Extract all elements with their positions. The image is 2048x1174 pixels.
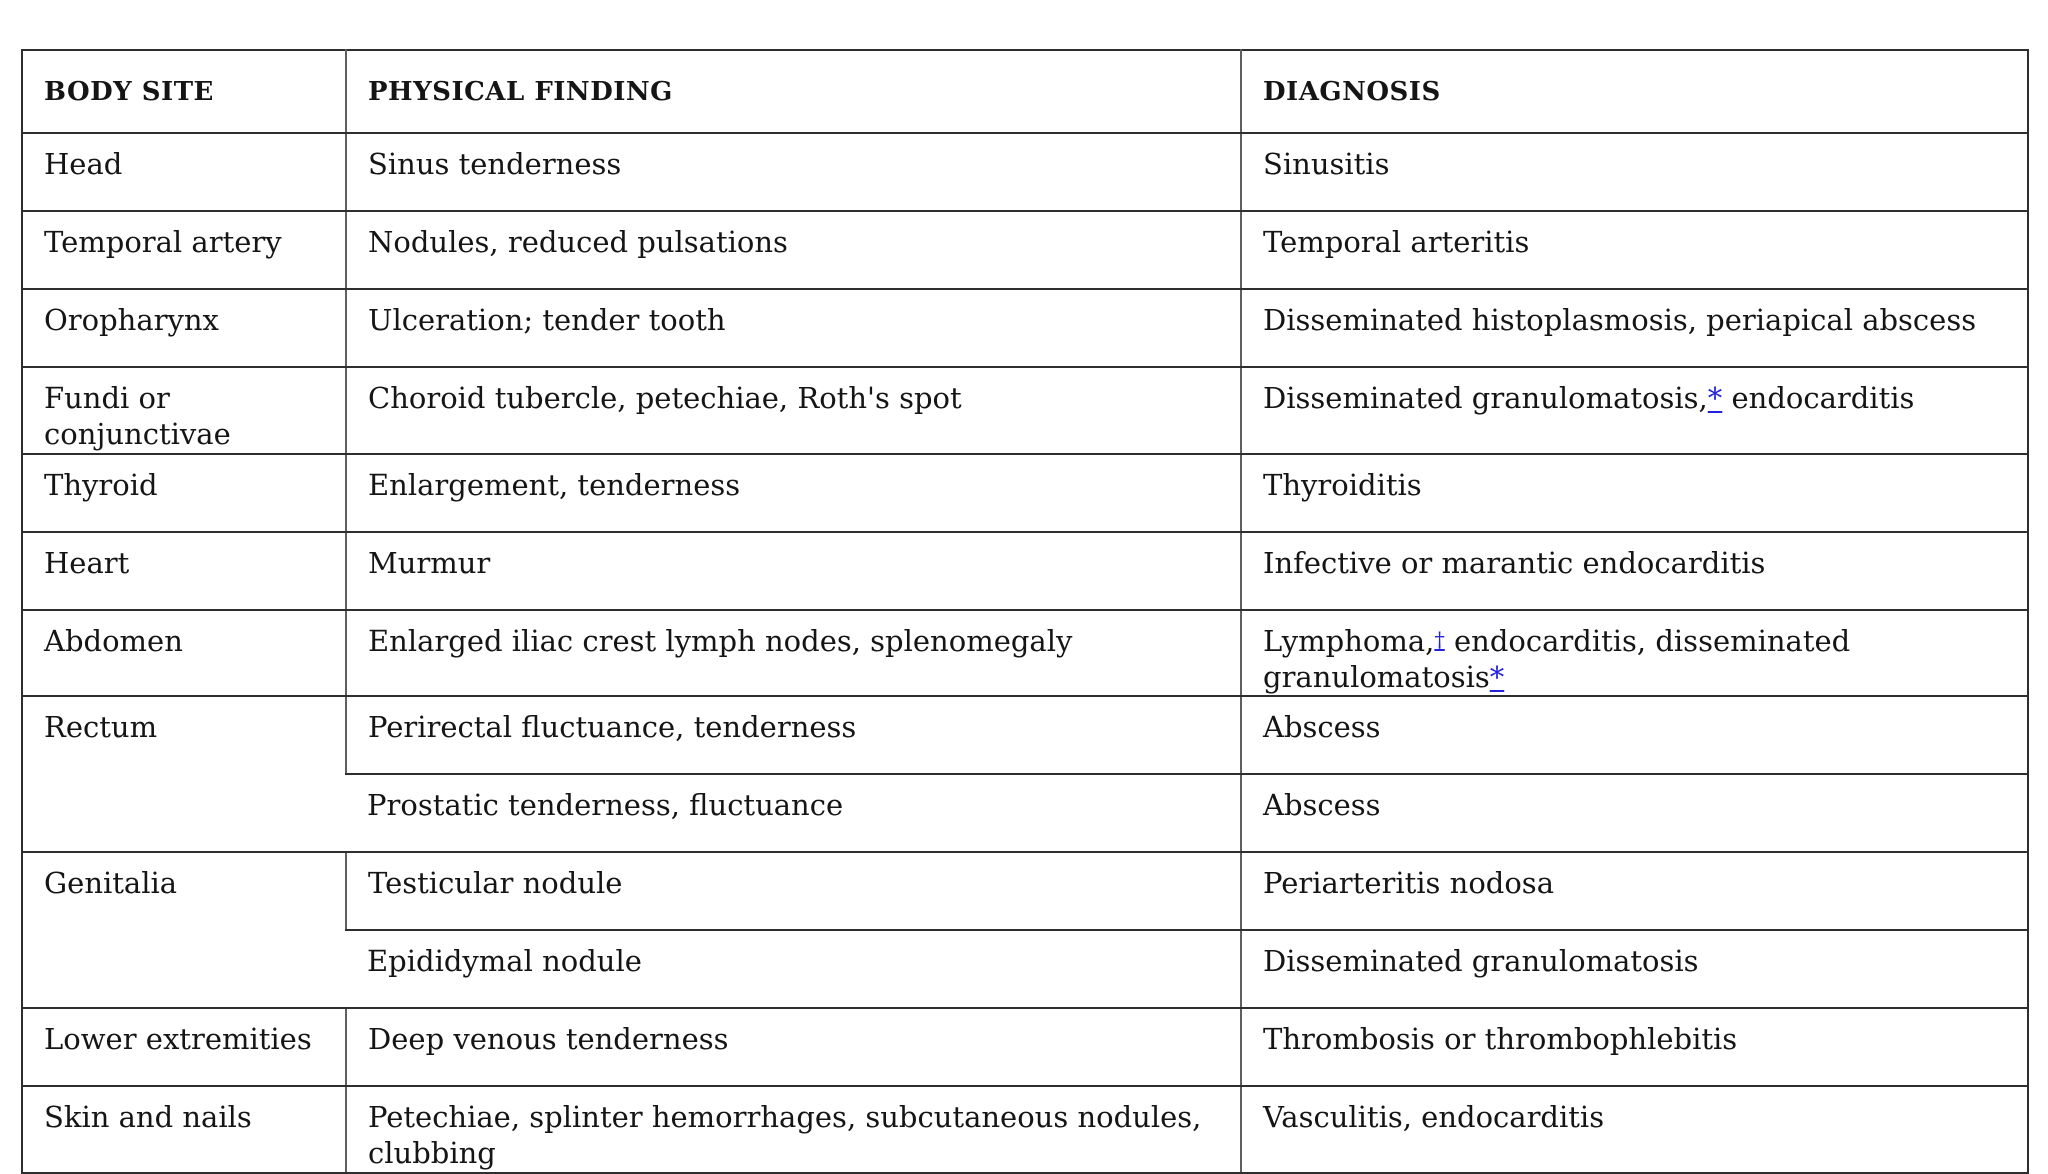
body-site-cell: Head (22, 133, 346, 211)
body-site-cell: Abdomen (22, 610, 346, 697)
findings-table-container (21, 49, 2029, 1174)
diagnosis-text: Sinusitis (1263, 147, 1390, 181)
physical-finding-cell: Perirectal fluctuance, tenderness (346, 696, 1241, 774)
table-row-abdomen (22, 610, 2028, 697)
diagnosis-text: Lymphoma, (1263, 623, 1435, 658)
table-row-thyroid (22, 454, 2028, 532)
column-header-physical-finding: PHYSICAL FINDING (346, 50, 1241, 133)
physical-finding-cell: Ulceration; tender tooth (346, 289, 1241, 367)
body-site-cell: Rectum (22, 696, 346, 852)
diagnosis-text: Thrombosis or thrombophlebitis (1263, 1022, 1738, 1056)
diagnosis-cell (1241, 211, 2028, 289)
physical-finding-cell: Sinus tenderness (346, 133, 1241, 211)
diagnosis-text: Thyroiditis (1263, 467, 1422, 502)
diagnosis-cell (1241, 133, 2028, 211)
body-site-cell: Fundi or conjunctivae (22, 367, 346, 454)
diagnosis-cell (1241, 532, 2028, 610)
physical-finding-cell: Testicular nodule (346, 852, 1241, 930)
diagnosis-text: Disseminated histoplasmosis, periapical abscess (1263, 303, 1977, 337)
diagnosis-text: Disseminated granulomatosis, (1263, 381, 1708, 415)
footnote-link-dagger[interactable]: † (1434, 626, 1445, 651)
table-row-heart (22, 532, 2028, 610)
column-header-body-site: BODY SITE (22, 50, 346, 133)
diagnosis-text: Vasculitis, endocarditis (1263, 1100, 1605, 1134)
diagnosis-text: Disseminated granulomatosis (1263, 944, 1699, 978)
table-row-oropharynx (22, 289, 2028, 367)
table-row-head (22, 133, 2028, 211)
physical-finding-cell: Choroid tubercle, petechiae, Roth's spot (346, 367, 1241, 454)
footnote-link-asterisk[interactable]: * (1707, 381, 1723, 415)
diagnosis-cell (1241, 852, 2028, 930)
physical-finding-cell: Epididymal nodule (346, 930, 1241, 1008)
physical-finding-cell: Enlargement, tenderness (346, 454, 1241, 532)
physical-finding-cell: Deep venous tenderness (346, 1008, 1241, 1086)
body-site-cell: Skin and nails (22, 1086, 346, 1173)
diagnosis-cell (1241, 610, 2028, 697)
footnote-link-asterisk[interactable]: * (1489, 659, 1505, 694)
table-row-fundi (22, 367, 2028, 454)
diagnosis-text: Temporal arteritis (1263, 225, 1530, 259)
body-site-cell: Genitalia (22, 852, 346, 1008)
table-row-genitalia-1 (22, 852, 2028, 930)
diagnosis-cell (1241, 289, 2028, 367)
table-row-temporal-artery (22, 211, 2028, 289)
body-site-cell: Lower extremities (22, 1008, 346, 1086)
column-header-diagnosis: DIAGNOSIS (1241, 50, 2028, 133)
diagnosis-text: Abscess (1263, 710, 1381, 744)
diagnosis-text: Periarteritis nodosa (1263, 866, 1554, 900)
body-site-cell: Thyroid (22, 454, 346, 532)
diagnosis-cell (1241, 367, 2028, 454)
diagnosis-cell (1241, 1086, 2028, 1173)
diagnosis-cell (1241, 454, 2028, 532)
header-row (22, 50, 2028, 133)
physical-finding-cell: Enlarged iliac crest lymph nodes, splenomegaly (346, 610, 1241, 697)
body-site-cell: Heart (22, 532, 346, 610)
diagnosis-text: endocarditis, disseminated granulomatosis (1263, 623, 1851, 694)
physical-finding-cell: Petechiae, splinter hemorrhages, subcutaneous nodules, clubbing (346, 1086, 1241, 1173)
table-row-rectum-1 (22, 696, 2028, 774)
diagnosis-cell (1241, 1008, 2028, 1086)
body-site-cell: Temporal artery (22, 211, 346, 289)
body-site-findings-table (21, 49, 2029, 1174)
diagnosis-cell (1241, 696, 2028, 774)
physical-finding-cell: Prostatic tenderness, fluctuance (346, 774, 1241, 852)
physical-finding-cell: Nodules, reduced pulsations (346, 211, 1241, 289)
table-row-lower-extremities (22, 1008, 2028, 1086)
table-row-skin-and-nails (22, 1086, 2028, 1173)
diagnosis-cell (1241, 774, 2028, 852)
body-site-cell: Oropharynx (22, 289, 346, 367)
diagnosis-text: Abscess (1263, 788, 1381, 822)
diagnosis-text: endocarditis (1722, 381, 1915, 415)
diagnosis-text: Infective or marantic endocarditis (1263, 545, 1766, 580)
physical-finding-cell: Murmur (346, 532, 1241, 610)
diagnosis-cell (1241, 930, 2028, 1008)
